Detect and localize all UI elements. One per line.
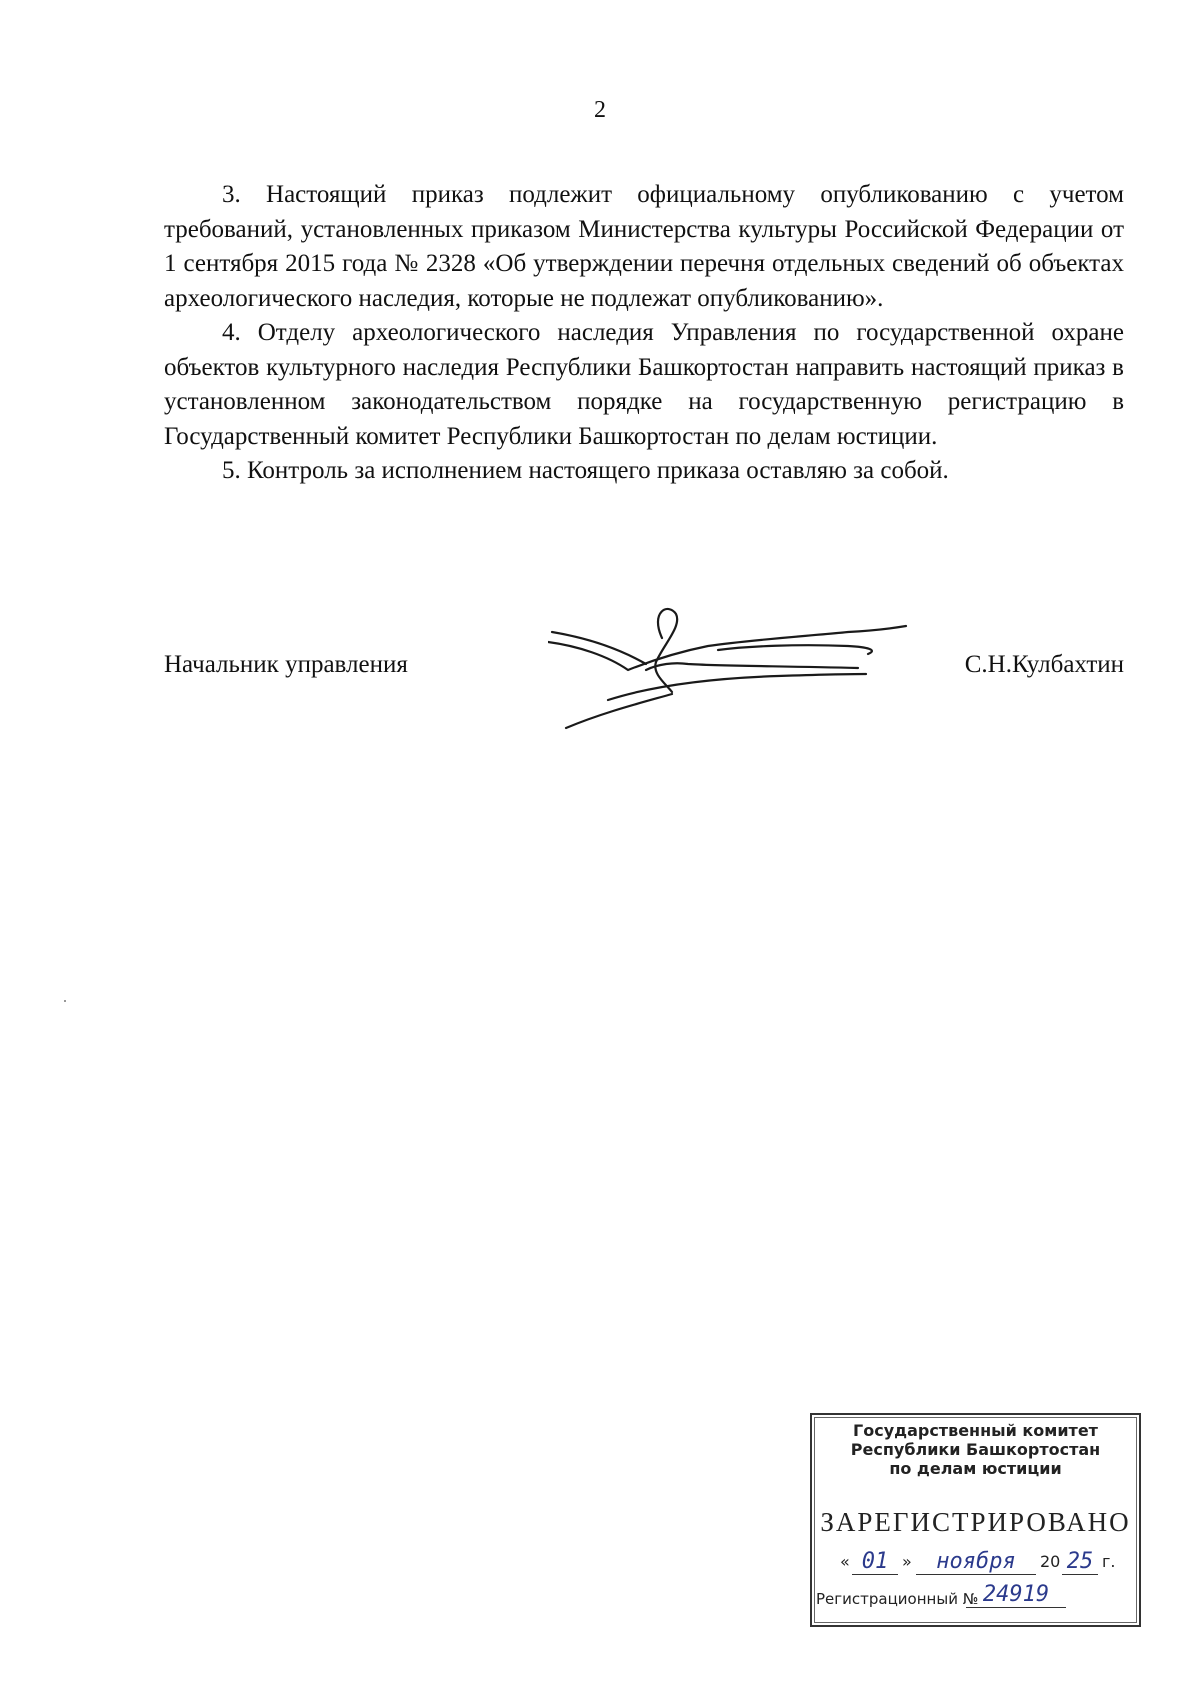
document-body [164, 178, 1124, 489]
stamp-year-prefix: 20 [1040, 1552, 1061, 1571]
scan-speck [64, 1000, 66, 1002]
stamp-day: 01 [852, 1550, 898, 1575]
handwritten-signature [548, 604, 928, 734]
stamp-month: ноября [916, 1550, 1036, 1575]
stamp-year-suffix: 25 [1062, 1550, 1098, 1575]
registration-stamp [810, 1413, 1141, 1627]
stamp-org-line-1: Государственный комитет [853, 1421, 1098, 1440]
stamp-organization [812, 1421, 1139, 1478]
stamp-year-unit: г. [1102, 1552, 1116, 1571]
paragraph-5-control: 5. Контроль за исполнением настоящего приказа оставляю за собой. [222, 457, 949, 484]
stamp-number-label: Регистрационный № [816, 1590, 979, 1608]
stamp-quote-close: » [902, 1552, 912, 1571]
page-number: 2 [594, 97, 606, 123]
signatory-name: С.Н.Кулбахтин [964, 651, 1124, 678]
paragraph-3-publication: 3. Настоящий приказ подлежит официальному опубликованию с учетом требований, установленных приказом Министерства культуры Российской Федерации от 1 сентября 2015 года № 2328 «Об утверждении перечня отдельных сведений об объектах археологического наследия, которые не подлежат опубликованию». [164, 181, 1124, 312]
signatory-position: Начальник управления [164, 651, 408, 678]
stamp-registration-number: 24919 [966, 1583, 1066, 1608]
stamp-quote-open: « [840, 1552, 850, 1571]
stamp-registered-title: ЗАРЕГИСТРИРОВАНО [820, 1507, 1131, 1537]
stamp-org-line-2: Республики Башкортостан [850, 1440, 1101, 1459]
paragraph-4-registration: 4. Отделу археологического наследия Управления по государственной охране объектов культурного наследия Республики Башкортостан направить настоящий приказ в установленном законодательством порядке на государственную регистрацию в Государственный комитет Республики Башкортостан по делам юстиции. [164, 319, 1124, 450]
stamp-org-line-3: по делам юстиции [889, 1459, 1062, 1478]
